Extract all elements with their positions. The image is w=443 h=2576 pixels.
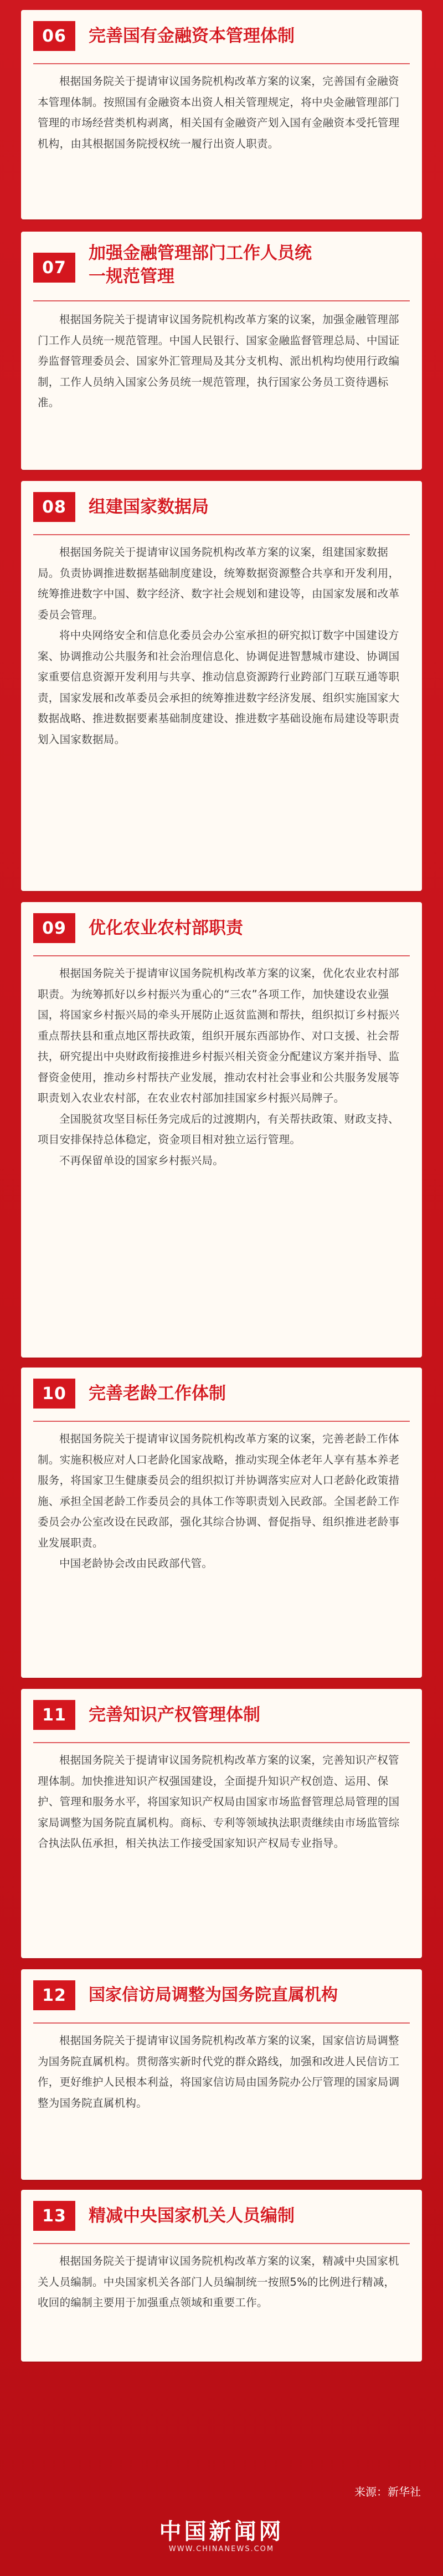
section-number-badge: 06 <box>33 21 75 51</box>
section-title: 完善国有金融资本管理体制 <box>89 26 295 46</box>
section-paragraph: 根据国务院关于提请审议国务院机构改革方案的议案，优化农业农村部职责。为统筹抓好以乡村振兴为重心的“三农”各项工作，加快建设农业强国，将国家乡村振兴局的牵头开展防止返贫监测和帮扶，组织拟订乡村振兴重点帮扶县和重点地区帮扶政策，组织开展东西部协作、对口支援、社会帮扶，研究提出中央财政衔接推进乡村振兴相关资金分配建议方案并指导、监督资金使用，推动乡村帮扶产业发展，推动农村社会事业和公共服务发展等职责划入农业农村部，在农业农村部加挂国家乡村振兴局牌子。 <box>38 967 400 1104</box>
section-title: 国家信访局调整为国务院直属机构 <box>89 1985 338 2005</box>
section-body <box>38 1428 405 1574</box>
site-url: WWW.CHINANEWS.COM <box>168 2545 275 2553</box>
section-title: 组建国家数据局 <box>89 497 209 517</box>
section-card-09 <box>21 902 422 1358</box>
section-divider <box>33 63 410 64</box>
section-number-badge: 11 <box>33 1700 75 1730</box>
section-divider <box>33 2243 410 2244</box>
section-title: 优化农业农村部职责 <box>89 918 243 938</box>
section-title: 加强金融管理部门工作人员统一规范管理 <box>89 243 312 286</box>
section-paragraph: 将中央网络安全和信息化委员会办公室承担的研究拟订数字中国建设方案、协调推动公共服务和社会治理信息化、协调促进智慧城市建设、协调国家重要信息资源开发利用与共享、推动信息资源跨行业跨部门互联互通等职责，国家发展和改革委员会承担的统筹推进数字经济发展、组织实施国家大数据战略、推进数据要素基础制度建设、推进数字基础设施布局建设等职责划入国家数据局。 <box>38 629 400 746</box>
section-body <box>38 2030 405 2113</box>
section-paragraph: 根据国务院关于提请审议国务院机构改革方案的议案，加强金融管理部门工作人员统一规范管理。中国人民银行、国家金融监督管理总局、中国证券监督管理委员会、国家外汇管理局及其分支机构、派出机构均使用行政编制，工作人员纳入国家公务员统一规范管理，执行国家公务员工资待遇标准。 <box>38 313 400 409</box>
section-paragraph: 根据国务院关于提请审议国务院机构改革方案的议案，完善国有金融资本管理体制。按照国有金融资本出资人相关管理规定，将中央金融管理部门管理的市场经营类机构剥离，相关国有金融资产划入国有金融资本受托管理机构，由其根据国务院授权统一履行出资人职责。 <box>38 75 400 150</box>
section-paragraph: 根据国务院关于提请审议国务院机构改革方案的议案，精减中央国家机关人员编制。中央国家机关各部门人员编制统一按照5%的比例进行精减，收回的编制主要用于加强重点领域和重要工作。 <box>38 2255 399 2309</box>
section-divider <box>33 300 410 301</box>
section-number-badge: 08 <box>33 492 75 522</box>
section-paragraph: 根据国务院关于提请审议国务院机构改革方案的议案，国家信访局调整为国务院直属机构。贯彻落实新时代党的群众路线，加强和改进人民信访工作，更好维护人民根本利益，将国家信访局由国务院办公厅管理的国家局调整为国务院直属机构。 <box>38 2034 400 2109</box>
section-divider <box>33 534 410 535</box>
section-paragraph: 根据国务院关于提请审议国务院机构改革方案的议案，完善知识产权管理体制。加快推进知识产权强国建设，全面提升知识产权创造、运用、保护、管理和服务水平，将国家知识产权局由国家市场监督管理总局管理的国家局调整为国务院直属机构。商标、专利等领域执法职责继续由市场监管综合执法队伍承担，相关执法工作接受国家知识产权局专业指导。 <box>38 1754 400 1850</box>
section-title: 完善知识产权管理体制 <box>89 1705 260 1725</box>
section-card-07 <box>21 232 422 470</box>
section-number-badge: 10 <box>33 1379 75 1409</box>
section-card-10 <box>21 1368 422 1678</box>
section-title: 精减中央国家机关人员编制 <box>89 2206 295 2226</box>
section-paragraph: 根据国务院关于提请审议国务院机构改革方案的议案，组建国家数据局。负责协调推进数据基础制度建设，统筹数据资源整合共享和开发利用，统筹推进数字中国、数字经济、数字社会规划和建设等，由国家发展和改革委员会管理。 <box>38 546 400 621</box>
section-paragraph: 全国脱贫攻坚目标任务完成后的过渡期内，有关帮扶政策、财政支持、项目安排保持总体稳定，资金项目相对独立运行管理。 <box>38 1112 399 1146</box>
section-title: 完善老龄工作体制 <box>89 1384 226 1404</box>
source-credit: 来源：新华社 <box>354 2485 421 2498</box>
section-card-13 <box>21 2190 422 2362</box>
section-body <box>38 2251 405 2313</box>
section-card-06 <box>21 10 422 219</box>
section-number-badge: 12 <box>33 1980 75 2010</box>
section-body <box>38 1750 405 1854</box>
section-body <box>38 963 405 1171</box>
section-paragraph: 不再保留单设的国家乡村振兴局。 <box>59 1154 224 1167</box>
chinanews-logo: 中国新闻网 <box>159 2518 284 2544</box>
section-divider <box>33 955 410 956</box>
section-body <box>38 542 405 750</box>
section-card-12 <box>21 1969 422 2180</box>
section-body <box>38 309 405 413</box>
section-divider <box>33 2022 410 2024</box>
section-divider <box>33 1742 410 1743</box>
section-divider <box>33 1421 410 1422</box>
section-number-badge: 13 <box>33 2201 75 2231</box>
section-card-08 <box>21 481 422 891</box>
section-number-badge: 07 <box>33 253 75 283</box>
section-body <box>38 71 405 154</box>
section-card-11 <box>21 1689 422 1958</box>
section-number-badge: 09 <box>33 913 75 943</box>
section-paragraph: 根据国务院关于提请审议国务院机构改革方案的议案，完善老龄工作体制。实施积极应对人口老龄化国家战略，推动实现全体老年人享有基本养老服务，将国家卫生健康委员会的组织拟订并协调落实应对人口老龄化政策措施、承担全国老龄工作委员会的具体工作等职责划入民政部。全国老龄工作委员会办公室改设在民政部，强化其综合协调、督促指导、组织推进老龄事业发展职责。 <box>38 1432 400 1549</box>
section-paragraph: 中国老龄协会改由民政部代管。 <box>59 1557 213 1570</box>
